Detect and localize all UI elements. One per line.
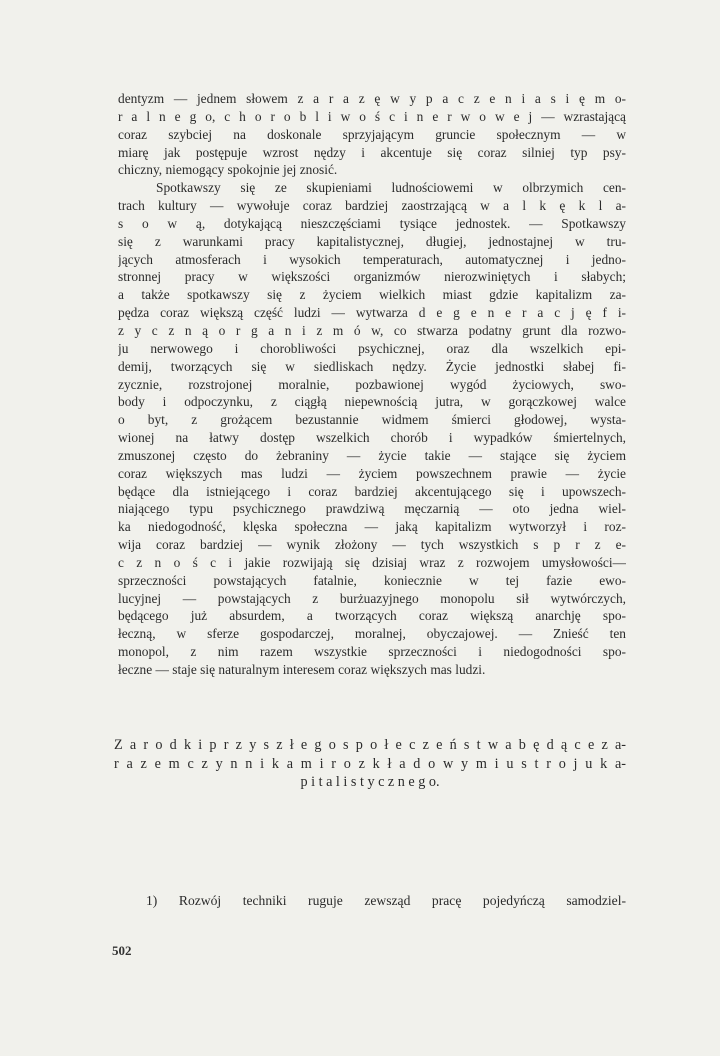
text-line: c z n o ś c i jakie rozwijają się dzisiaj wraz z rozwojem umysłowości— [118,554,626,570]
text-line: trach kultury — wywołuje coraz bardziej zaostrzającą w a l k ę k l a- [118,198,626,214]
heading-line: Z a r o d k i p r z y s z ł e g o s p o ł e c z e ń s t w a b ę d ą c e z a- [114,737,626,753]
text-line: pędza coraz większą część ludzi — wytwarza d e g e n e r a c j ę f i- [118,305,626,321]
text-line: lucyjnej — powstających z burżuazyjnego monopolu sił wytwórczych, [118,590,626,606]
text-line: r a l n e g o, c h o r o b l i w o ś c i n e r w o w e j — wzrastającą [118,108,626,124]
text-line: zmuszonej często do żebraniny — życie takie — stające się życiem [118,447,626,463]
text-line: a także spotkawszy się z życiem wielkich miast gdzie kapitalizm za- [118,287,626,303]
text-line: jących atmosferach i wysokich temperaturach, automatycznej i jedno- [118,251,626,267]
numbered-item-line: 1) Rozwój techniki ruguje zewsząd pracę pojedyńczą samodziel- [146,893,626,908]
text-line: niającego typu psychicznego prawdziwą męczarnią — oto jedna wiel- [118,501,626,517]
text-line: wija coraz bardziej — wynik złożony — tych wszystkich s p r z e- [118,537,626,553]
text-line: ka niedogodność, klęska społeczna — jaką kapitalizm wytworzył i roz- [118,519,626,535]
body-text [118,90,626,679]
page-number: 502 [112,943,132,958]
text-line: się z warunkami pracy kapitalistycznej, długiej, jednostajnej w tru- [118,233,626,249]
text-line: s o w ą, dotykającą nieszczęściami tysiące jednostek. — Spotkawszy [118,215,626,231]
text-line: zycznie, rozstrojonej moralnie, pozbawionej wygód życiowych, swo- [118,376,626,392]
text-line: wionej na łatwy dostęp wszelkich chorób i wypadków śmiertelnych, [118,430,626,446]
text-line: body i odpoczynku, z ciągłą niepewnością jutra, w gorączkowej walce [118,394,626,410]
text-line: będącego już absurdem, a tworzących coraz większą anarchję spo- [118,608,626,624]
text-line: monopol, z nim razem wszystkie sprzeczności i niedogodności spo- [118,644,626,660]
text-line: z y c z n ą o r g a n i z m ó w, co stwarza podatny grunt dla rozwo- [118,322,626,338]
text-line: łeczną, w sferze gospodarczej, moralnej, obyczajowej. — Znieść ten [118,626,626,642]
heading-line: p i t a l i s t y c z n e g o. [300,774,440,791]
text-line: demij, tworzących się w siedliskach nędzy. Życie jednostki słabej fi- [118,358,626,374]
text-line: ju nerwowego i chorobliwości psychicznej, oraz dla wszelkich epi- [118,340,626,356]
heading-line: r a z e m c z y n n i k a m i r o z k ł a d o w y m i u s t r o j u k a- [114,755,626,772]
section-heading [114,736,626,792]
text-line: coraz większych mas ludzi — życiem powszechnem prawie — życie [118,465,626,481]
text-line: Spotkawszy się ze skupieniami ludnościowemi w olbrzymich cen- [156,180,626,196]
text-line: łeczne — staje się naturalnym interesem coraz większych mas ludzi. [118,662,486,677]
text-line: stronnej pracy w większości organizmów nierozwiniętych i słabych; [118,269,626,285]
text-line: coraz szybciej na doskonale sprzyjającym gruncie społecznym — w [118,126,626,142]
text-line: będące dla istniejącego i coraz bardziej akcentującego się i upowszech- [118,483,626,499]
text-line: miarę jak postępuje wzrost nędzy i akcentuje się coraz silniej typ psy- [118,144,626,160]
text-line: chiczny, niemogący spokojnie jej znosić. [118,162,338,178]
text-line: o byt, z grożącem bezustannie widmem śmierci głodowej, wysta- [118,412,626,428]
text-line: sprzeczności powstających fatalnie, koniecznie w tej fazie ewo- [118,572,626,588]
text-line: dentyzm — jednem słowem z a r a z ę w y p a c z e n i a s i ę m o- [118,91,626,106]
